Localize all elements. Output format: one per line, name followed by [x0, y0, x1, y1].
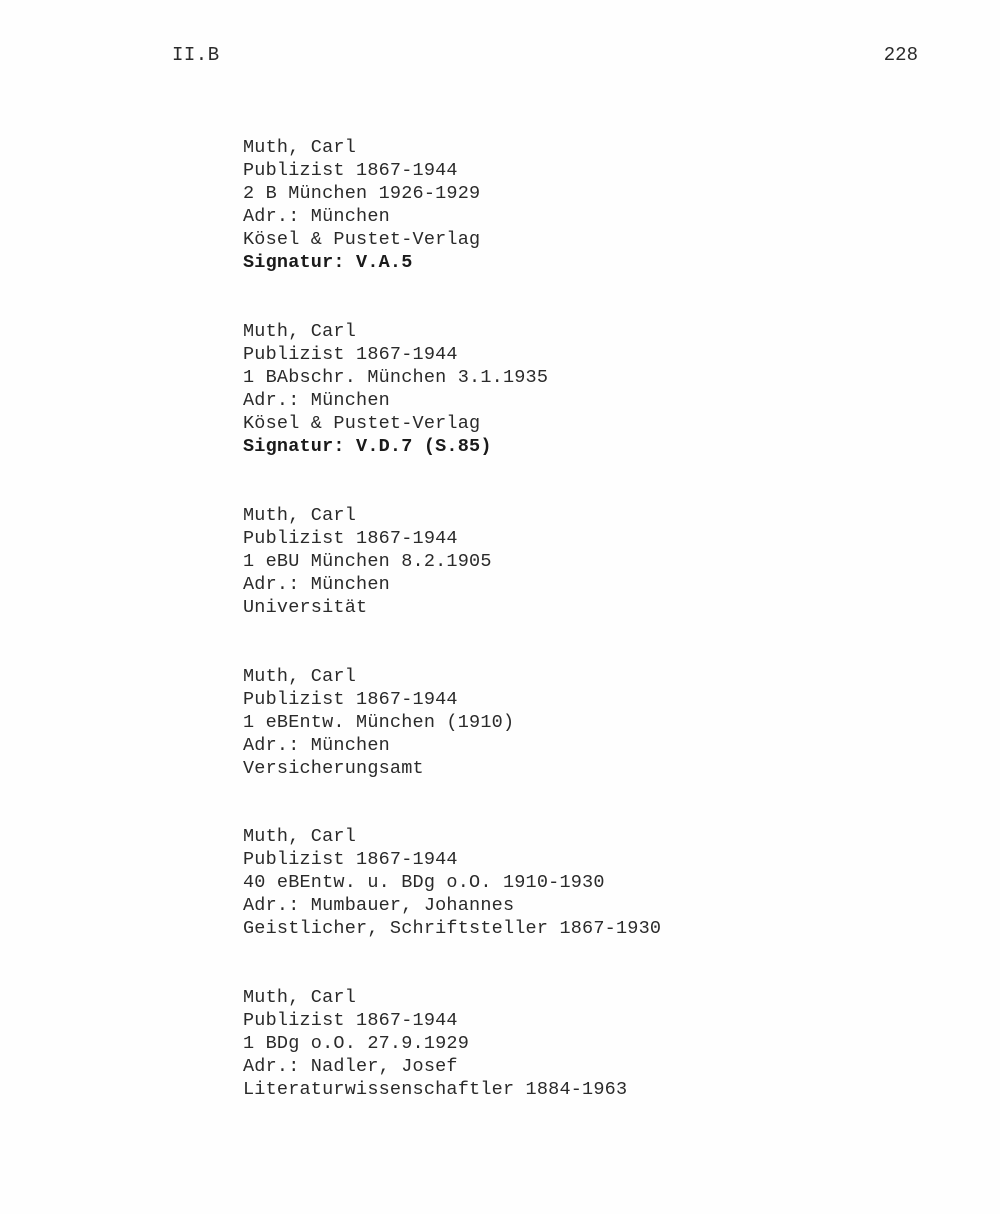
entry-6 [243, 986, 627, 1101]
entry-name: Muth, Carl [243, 666, 357, 687]
entry-role: Publizist 1867-1944 [243, 1010, 458, 1031]
entry-item: 1 BAbschr. München 3.1.1935 [243, 367, 549, 388]
entry-role: Publizist 1867-1944 [243, 160, 458, 181]
entry-4 [243, 665, 514, 780]
entry-2 [243, 320, 548, 458]
entry-item: 1 eBU München 8.2.1905 [243, 551, 492, 572]
entry-signature: Signatur: V.D.7 (S.85) [243, 436, 492, 457]
entry-name: Muth, Carl [243, 321, 357, 342]
entry-address: Adr.: München [243, 390, 390, 411]
entry-recipient: Universität [243, 597, 368, 618]
entry-address: Adr.: München [243, 735, 390, 756]
entry-item: 1 BDg o.O. 27.9.1929 [243, 1033, 470, 1054]
entry-3 [243, 504, 492, 619]
entry-role: Publizist 1867-1944 [243, 849, 458, 870]
entry-address: Adr.: München [243, 574, 390, 595]
entry-address: Adr.: Mumbauer, Johannes [243, 895, 515, 916]
entry-recipient: Kösel & Pustet-Verlag [243, 229, 481, 250]
entry-name: Muth, Carl [243, 137, 357, 158]
entry-recipient: Versicherungsamt [243, 758, 424, 779]
entry-item: 1 eBEntw. München (1910) [243, 712, 515, 733]
entry-item: 40 eBEntw. u. BDg o.O. 1910-1930 [243, 872, 605, 893]
entry-address: Adr.: Nadler, Josef [243, 1056, 458, 1077]
entry-name: Muth, Carl [243, 987, 357, 1008]
entry-5 [243, 825, 661, 940]
entry-signature: Signatur: V.A.5 [243, 252, 413, 273]
section-label: II.B [172, 44, 220, 66]
entry-role: Publizist 1867-1944 [243, 344, 458, 365]
entry-role: Publizist 1867-1944 [243, 528, 458, 549]
entry-name: Muth, Carl [243, 826, 357, 847]
entry-recipient: Geistlicher, Schriftsteller 1867-1930 [243, 918, 662, 939]
entry-recipient: Literaturwissenschaftler 1884-1963 [243, 1079, 628, 1100]
entry-name: Muth, Carl [243, 505, 357, 526]
entry-address: Adr.: München [243, 206, 390, 227]
entry-role: Publizist 1867-1944 [243, 689, 458, 710]
entry-1 [243, 136, 480, 274]
entry-recipient: Kösel & Pustet-Verlag [243, 413, 481, 434]
entry-item: 2 B München 1926-1929 [243, 183, 481, 204]
page-number: 228 [883, 44, 918, 66]
